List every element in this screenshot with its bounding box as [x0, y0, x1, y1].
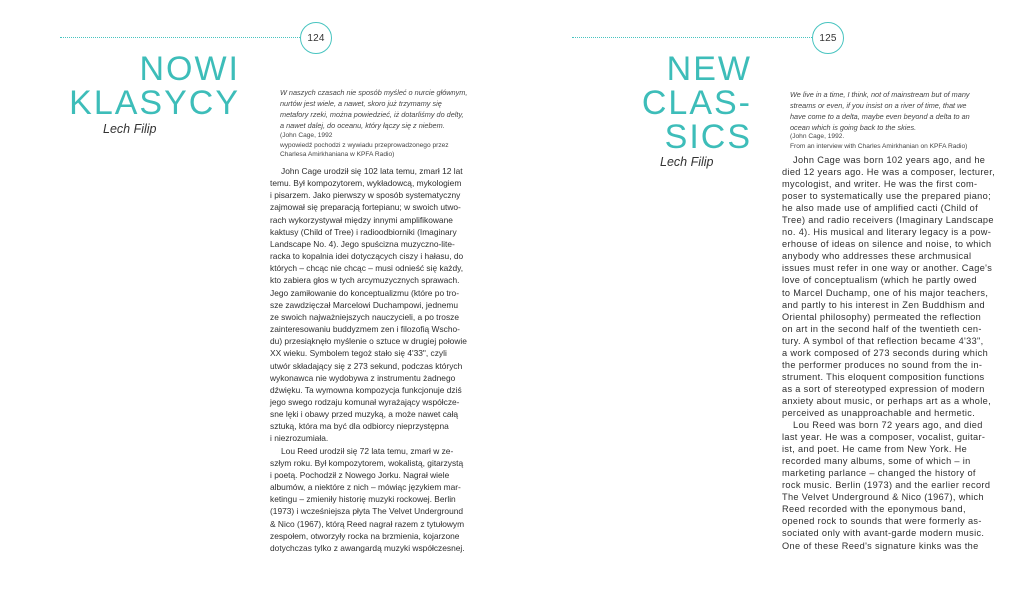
text-line: sztuką, która ma być dla odbiorcy nieprzystępna: [270, 421, 449, 432]
header-dotted-rule: [572, 37, 812, 38]
text-line: From an interview with Charles Amirkhanian on KPFA Radio): [790, 142, 968, 150]
text-line: ze swoich najważniejszych nauczycieli, a po trosze: [270, 311, 459, 322]
text-line: a nawet dalej, do oceanu, który łączy się z niebem.: [280, 121, 445, 130]
text-line: nurtów jest wiele, a nawet, skoro już trzymamy się: [280, 99, 442, 108]
text-line: i poetą. Pochodził z Nowego Jorku. Nagrał wiele: [270, 469, 450, 480]
text-line: One of these Reed's signature kinks was the: [782, 540, 979, 551]
article-title: [642, 52, 752, 154]
page-number-badge: 125: [812, 22, 844, 54]
text-line: sociated only with avant-garde modern music.: [782, 528, 985, 539]
text-line: zajmował się preparacją fortepianu; w swoich utwo-: [270, 202, 461, 213]
text-line: (John Cage, 1992: [280, 132, 333, 139]
text-line: & Nico (1967), którą Reed nagrał razem z tytułowym: [270, 518, 465, 529]
text-line: perceived as unapproachable and hermetic.: [782, 407, 976, 418]
text-line: died 12 years ago. He was a composer, lecturer,: [782, 167, 996, 178]
text-line: Oriental philosophy) permeated the reflection: [782, 311, 982, 322]
header-dotted-rule: [60, 37, 300, 38]
text-line: (John Cage, 1992.: [790, 133, 845, 140]
text-line: to Marcel Duchamp, one of his major teachers,: [782, 287, 989, 298]
text-line: Jego zamiłowanie do konceptualizmu (które po tro-: [270, 287, 459, 298]
text-line: i niezrozumiała.: [270, 433, 329, 444]
text-line: a work composed of 273 seconds during which: [782, 347, 989, 358]
title-line: NEW: [666, 50, 752, 88]
text-line: W naszych czasach nie sposób myśleć o nurcie głównym,: [280, 88, 468, 97]
text-line: have come to a delta, maybe even beyond a delta to an: [790, 112, 970, 121]
text-line: no. 4). His musical and literary legacy is a pow-: [782, 227, 992, 238]
author-name: Lech Filip: [103, 122, 157, 136]
text-line: szłym roku. Był kompozytorem, wokalistą, gitarzystą: [270, 457, 464, 468]
text-line: the performer produces no sound from the in-: [782, 359, 983, 370]
text-line: and partly to his interest in Zen Buddhism and: [782, 299, 986, 310]
article-body: [270, 165, 467, 554]
title-line: KLASYCY: [69, 84, 240, 122]
text-line: ketingu – zmieniły historię muzyki rockowej. Berlin: [270, 494, 456, 505]
text-line: marketing parlance – changed the history of: [782, 468, 976, 479]
text-line: as a sort of stereotyped expression of modern: [782, 383, 985, 394]
text-line: sze zawdzięczał Marcelowi Duchampowi, jednemu: [270, 299, 459, 310]
text-line: albumów, a niektóre z nich – mówiąc językiem mar-: [270, 482, 461, 493]
text-line: erhouse of ideas on silence and noise, to which: [782, 239, 992, 250]
text-line: he also made use of amplified cacti (Child of: [782, 203, 979, 214]
epigraph: [280, 87, 467, 131]
text-line: Lou Reed urodził się 72 lata temu, zmarł w ze-: [281, 445, 454, 456]
text-line: racka to kopalnia idei dotyczących ciszy i hałasu, do: [270, 251, 464, 262]
text-line: issues must refer in one way or another. Cage's: [782, 263, 993, 274]
author-name: Lech Filip: [660, 155, 714, 169]
text-line: utwór składający się z 273 sekund, podczas których: [270, 360, 463, 371]
text-line: anxiety about music, or perhaps art as a whole,: [782, 395, 991, 406]
text-line: Landscape No. 4). Jego spuścizna muzyczno-lite-: [270, 238, 455, 249]
text-line: Reed recorded with the eponymous band,: [782, 504, 966, 515]
page-number-badge: 124: [300, 22, 332, 54]
text-line: tury. A symbol of that reflection became 4'33",: [782, 335, 984, 346]
text-line: Tree) and radio receivers (Imaginary Landscape: [782, 215, 994, 226]
epigraph-source: [280, 131, 449, 160]
text-line: jego swego rodzaju komunał wyrażający współcze-: [270, 396, 460, 407]
text-line: kto zabiera głos w tych arcymuzycznych sprawach.: [270, 275, 460, 286]
text-line: John Cage urodził się 102 lata temu, zmarł 12 lat: [281, 166, 463, 176]
text-line: rock music. Berlin (1973) and the earlier record: [782, 480, 991, 491]
text-line: Charlesa Amirkhaniana w KPFA Radio): [280, 151, 395, 159]
article-body: [782, 154, 995, 552]
text-line: John Cage was born 102 years ago, and he: [793, 155, 986, 165]
text-line: strument. This eloquent composition functions: [782, 371, 985, 382]
paragraph: [782, 154, 995, 419]
text-line: du) przesiąknęło myślenie o sztuce w drugiej połowie: [270, 336, 467, 347]
text-line: opened rock to sounds that were formerly as-: [782, 516, 982, 527]
paragraph: [270, 165, 467, 445]
title-line: CLAS-: [641, 84, 752, 122]
text-line: We live in a time, I think, not of mainstream but of many: [790, 90, 970, 99]
text-line: dźwięku. Ta wymowna kompozycja funkcjonuje dziś: [270, 384, 462, 395]
text-line: on art in the second half of the twentieth cen-: [782, 323, 982, 334]
text-line: rach wykorzystywał między innymi amplifikowane: [270, 214, 453, 225]
text-line: których – chcąc nie chcąc – musi odnieść się każdy,: [270, 263, 464, 274]
title-line: NOWI: [139, 50, 240, 88]
text-line: wypowiedź pochodzi z wywiadu przeprowadzonego przez: [280, 141, 449, 149]
paragraph: [782, 419, 995, 552]
text-line: ist, and poet. He came from New York. He: [782, 444, 968, 455]
epigraph: [790, 89, 970, 133]
text-line: sne lęki i obawy przed muzyką, a może nawet całą: [270, 409, 459, 420]
epigraph-source: [790, 132, 967, 151]
text-line: ocean which is going back to the skies.: [790, 123, 917, 132]
text-line: kaktusy (Child of Tree) i radioodbiorniki (Imaginary: [270, 226, 457, 237]
text-line: streams or even, if you insist on a river of time, that we: [790, 101, 967, 110]
text-line: XX wieku. Symbolem tegoż stało się 4'33", czyli: [270, 348, 447, 359]
text-line: dotychczas tylko z awangardą muzyki współczesnej.: [270, 542, 465, 553]
text-line: zespołem, otworzyły rocka na brzmienia, kojarzone: [270, 530, 460, 541]
paragraph: [270, 445, 467, 554]
text-line: anybody who addresses these archmusical: [782, 251, 972, 262]
text-line: metafory rzeki, można powiedzieć, iż dotarliśmy do delty,: [280, 110, 464, 119]
text-line: poser to systematically use the prepared piano;: [782, 191, 991, 202]
text-line: temu. Był kompozytorem, wykładowcą, mykologiem: [270, 178, 462, 189]
article-title: [69, 52, 240, 120]
text-line: The Velvet Underground & Nico (1967), which: [782, 492, 984, 503]
text-line: wykonawca nie wydobywa z instrumentu żadnego: [270, 372, 456, 383]
text-line: recorded many albums, some of which – in: [782, 456, 971, 467]
title-line: SICS: [664, 118, 752, 156]
text-line: mycologist, and writer. He was the first com-: [782, 179, 978, 190]
text-line: i pisarzem. Jako pierwszy w sposób systematyczny: [270, 190, 461, 201]
text-line: (1973) i wcześniejsza płyta The Velvet Underground: [270, 506, 464, 517]
text-line: last year. He was a composer, vocalist, guitar-: [782, 432, 986, 443]
text-line: love of conceptualism (which he partly owed: [782, 275, 977, 286]
text-line: Lou Reed was born 72 years ago, and died: [793, 420, 983, 431]
text-line: zainteresowaniu buddyzmem zen i filozofią Wscho-: [270, 324, 460, 335]
